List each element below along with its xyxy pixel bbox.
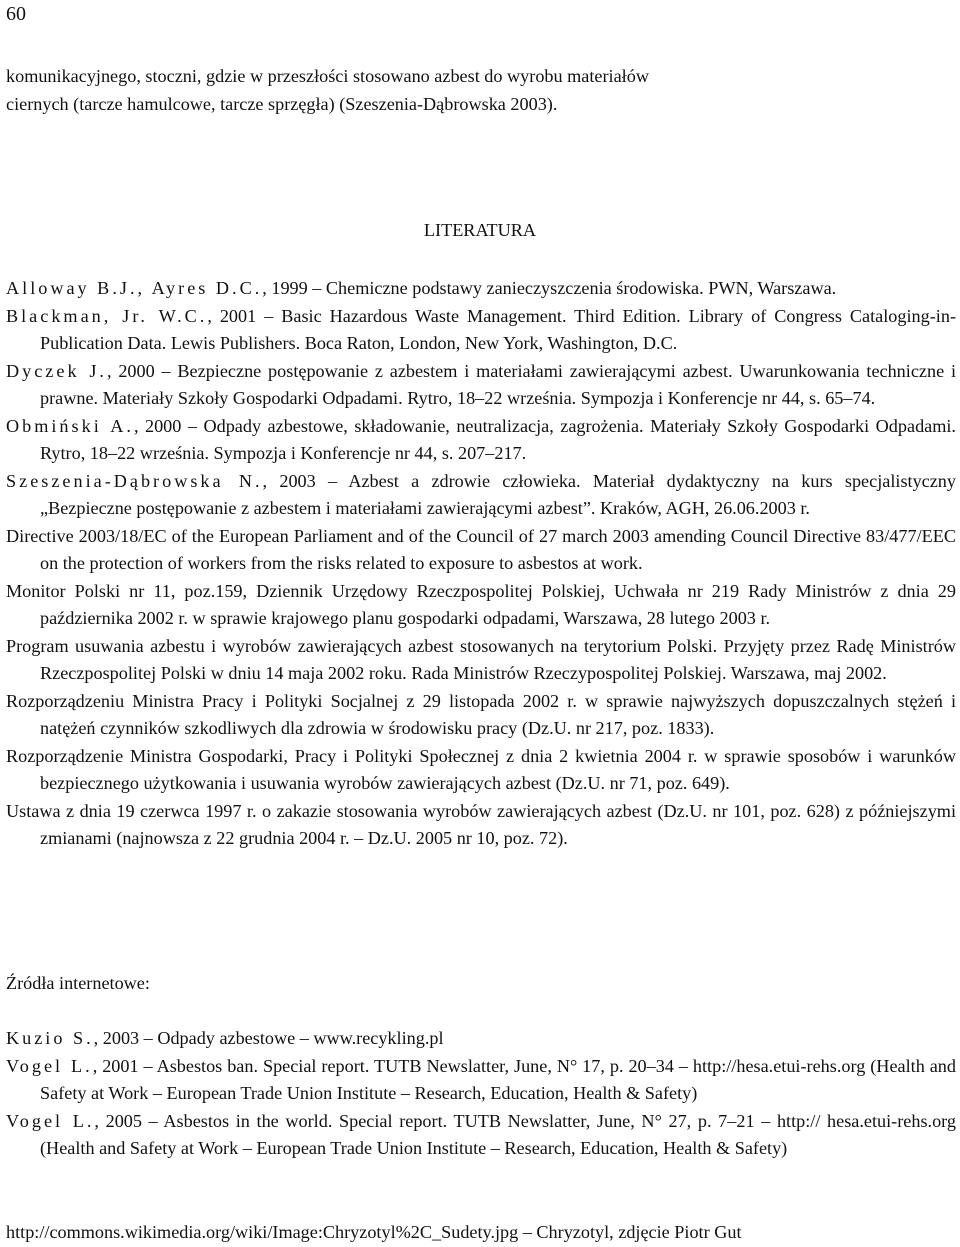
reference-item (6, 633, 956, 688)
web-source-text: , 2001 – Asbestos ban. Special report. TUTB Newslatter, June, N° 17, p. 20–34 – http://hesa.etui-rehs.org (Health and Safety at Work – European Trade Union Institute – Research, Education, Health & Safety) (40, 1055, 956, 1103)
reference-text: Monitor Polski nr 11, poz.159, Dziennik Urzędowy Rzeczpospolitej Polskiej, Uchwała nr 219 Rady Ministrów z dnia 29 października 2002 r. w sprawie krajowego planu gospodarki odpadami, Warszawa, 28 lutego 2003 r. (6, 580, 956, 628)
reference-item (6, 468, 956, 523)
web-source-item (6, 1108, 956, 1163)
web-source-author: Vogel L. (6, 1055, 93, 1076)
reference-text: , 1999 – Chemiczne podstawy zanieczyszczenia środowiska. PWN, Warszawa. (262, 278, 837, 298)
web-source-text: , 2003 – Odpady azbestowe – www.recykling.pl (93, 1028, 444, 1048)
reference-item (6, 413, 956, 468)
reference-item (6, 688, 956, 743)
web-sources-heading: Źródła internetowe: (6, 973, 150, 993)
reference-author: Obmiński A. (6, 415, 134, 436)
reference-text: , 2001 – Basic Hazardous Waste Management. Third Edition. Library of Congress Cataloging-in-Publication Data. Lewis Publishers. Boca Raton, London, New York, Washington, D.C. (40, 305, 956, 353)
reference-list (6, 275, 956, 853)
intro-line-1: komunikacyjnego, stoczni, gdzie w przeszłości stosowano azbest do wyrobu materiałów (6, 66, 649, 86)
image-credit-line: http://commons.wikimedia.org/wiki/Image:Chryzotyl%2C_Sudety.jpg – Chryzotyl, zdjęcie Piotr Gut (6, 1222, 742, 1242)
reference-item (6, 523, 956, 578)
reference-text: Rozporządzenie Ministra Gospodarki, Pracy i Polityki Społecznej z dnia 2 kwietnia 2004 r. w sprawie sposobów i warunków bezpiecznego użytkowania i usuwania wyrobów zawierających azbest (Dz.U. nr 71, poz. 649). (6, 745, 956, 793)
reference-item (6, 275, 956, 303)
page-number: 60 (6, 3, 26, 25)
reference-text: , 2003 – Azbest a zdrowie człowieka. Materiał dydaktyczny na kurs specjalistyczny „Bezpieczne postępowanie z azbestem i materiałami zawierającymi azbest”. Kraków, AGH, 26.06.2003 r. (40, 470, 956, 518)
intro-line-2: ciernych (tarcze hamulcowe, tarcze sprzęgła) (Szeszenia-Dąbrowska 2003). (6, 93, 558, 114)
reference-author: Szeszenia-Dąbrowska N. (6, 470, 263, 491)
reference-text: , 2000 – Odpady azbestowe, składowanie, neutralizacja, zagrożenia. Materiały Szkoły Gospodarki Odpadami. Rytro, 18–22 września. Sympozja i Konferencje nr 44, s. 207–217. (40, 415, 956, 463)
web-source-text: , 2005 – Asbestos in the world. Special report. TUTB Newslatter, June, N° 27, p. 7–21 – http:// hesa.etui-rehs.org (Health and Safety at Work – European Trade Union Institute – Research, Education, Health & Safety) (40, 1110, 957, 1158)
reference-text: Rozporządzeniu Ministra Pracy i Polityki Socjalnej z 29 listopada 2002 r. w sprawie najwyższych dopuszczalnych stężeń i natężeń czynników szkodliwych dla zdrowia w środowisku pracy (Dz.U. nr 217, poz. 1833). (6, 690, 956, 738)
reference-item (6, 578, 956, 633)
reference-text: Directive 2003/18/EC of the European Parliament and of the Council of 27 march 2003 amending Council Directive 83/477/EEC on the protection of workers from the risks related to exposure to asbestos at work. (6, 525, 956, 573)
reference-item (6, 743, 956, 798)
reference-author: Alloway B.J., Ayres D.C. (6, 278, 263, 298)
web-source-item (6, 1053, 956, 1108)
reference-author: Dyczek J. (6, 360, 107, 381)
reference-item (6, 358, 956, 413)
reference-text: , 2000 – Bezpieczne postępowanie z azbestem i materiałami zawierającymi azbest. Uwarunkowania techniczne i prawne. Materiały Szkoły Gospodarki Odpadami. Rytro, 18–22 września. Sympozja i Konferencje nr 44, s. 65–74. (40, 360, 957, 408)
web-source-author: Kuzio S. (6, 1028, 94, 1048)
reference-item (6, 303, 956, 358)
web-source-item (6, 1025, 956, 1053)
web-source-author: Vogel L. (6, 1110, 95, 1131)
web-sources-list (6, 1025, 956, 1163)
reference-text: Program usuwania azbestu i wyrobów zawierających azbest stosowanych na terytorium Polski. Przyjęty przez Radę Ministrów Rzeczpospolitej Polski w dniu 14 maja 2002 roku. Rada Ministrów Rzeczypospolitej Polskiej. Warszawa, maj 2002. (6, 635, 956, 683)
reference-text: Ustawa z dnia 19 czerwca 1997 r. o zakazie stosowania wyrobów zawierających azbest (Dz.U. nr 101, poz. 628) z późniejszymi zmianami (najnowsza z 22 grudnia 2004 r. – Dz.U. 2005 nr 10, poz. 72). (6, 800, 956, 848)
intro-paragraph (6, 63, 956, 118)
section-heading-literatura: LITERATURA (423, 220, 537, 240)
reference-author: Blackman, Jr. W.C. (6, 305, 208, 326)
reference-item (6, 798, 956, 853)
